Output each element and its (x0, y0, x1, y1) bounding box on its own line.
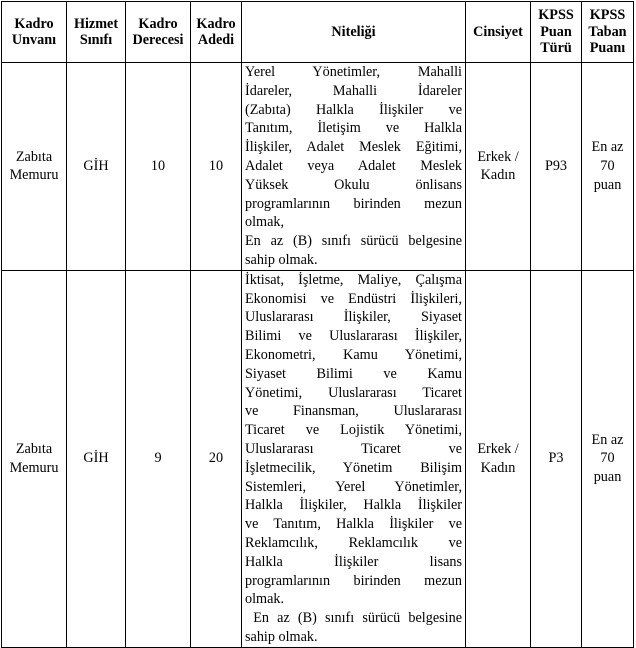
header-row (2, 2, 634, 63)
header-hizmet-sinifi: Hizmet Sınıfı (67, 2, 126, 63)
cell-kadro-adedi: 10 (191, 63, 242, 271)
table-row (2, 63, 634, 271)
cell-cinsiyet: Erkek / Kadın (466, 270, 531, 647)
cell-kpss-taban-puani: En az 70 puan (582, 270, 634, 647)
header-kadro-unvani: Kadro Unvanı (2, 2, 67, 63)
cell-hizmet-sinifi: GİH (67, 270, 126, 647)
header-niteligi: Niteliği (242, 2, 466, 63)
header-kadro-adedi: Kadro Adedi (191, 2, 242, 63)
header-kpss-puan-turu: KPSS Puan Türü (531, 2, 582, 63)
cell-kpss-puan-turu: P93 (531, 63, 582, 271)
cell-kpss-taban-puani: En az 70 puan (582, 63, 634, 271)
cell-kpss-puan-turu: P3 (531, 270, 582, 647)
cell-cinsiyet: Erkek / Kadın (466, 63, 531, 271)
header-cinsiyet: Cinsiyet (466, 2, 531, 63)
cell-hizmet-sinifi: GİH (67, 63, 126, 271)
table-row (2, 270, 634, 647)
cell-niteligi: İktisat, İşletme, Maliye, Çalışma Ekonomisi ve Endüstri İlişkileri, Uluslararası İlişkiler, Siyaset Bilimi ve Uluslararası İlişkiler, Ekonometri, Kamu Yönetimi, Siyaset Bilimi ve Kamu Yönetimi, Uluslararası Ticaret ve Finansman, Uluslararası Ticaret ve Lojistik Yönetimi, Uluslararası Ticaret ve İşletmecilik, Yönetim Bilişim Sistemleri, Yerel Yönetimler, Halkla İlişkiler, Halkla İlişkiler ve Tanıtım, Halkla İlişkiler ve Reklamcılık, Reklamcılık ve Halkla İlişkiler lisans programlarının birinden mezun olmak. En az (B) sınıfı sürücü belgesine sahip olmak. (242, 270, 466, 647)
cell-niteligi: Yerel Yönetimler, Mahalli İdareler, Mahalli İdareler (Zabıta) Halkla İlişkiler ve Tanıtım, İletişim ve Halkla İlişkiler, Adalet Meslek Eğitimi, Adalet veya Adalet Meslek Yüksek Okulu önlisans programlarının birinden mezun olmak, En az (B) sınıfı sürücü belgesine sahip olmak. (242, 63, 466, 271)
cell-kadro-unvani: Zabıta Memuru (2, 63, 67, 271)
cell-kadro-unvani: Zabıta Memuru (2, 270, 67, 647)
cell-kadro-derecesi: 9 (126, 270, 191, 647)
cell-kadro-adedi: 20 (191, 270, 242, 647)
header-kpss-taban-puani: KPSS Taban Puanı (582, 2, 634, 63)
cell-kadro-derecesi: 10 (126, 63, 191, 271)
table-wrapper (1, 1, 634, 648)
kadro-table (1, 1, 634, 648)
header-kadro-derecesi: Kadro Derecesi (126, 2, 191, 63)
